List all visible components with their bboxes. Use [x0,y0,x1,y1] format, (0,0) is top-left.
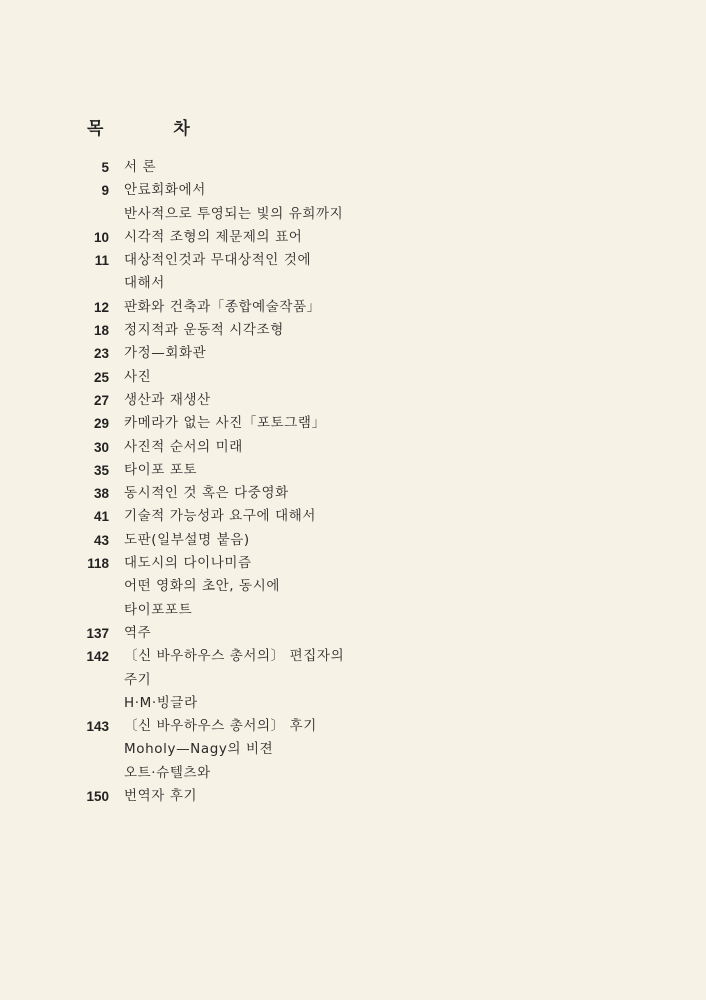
toc-page-number: 142 [86,649,109,665]
toc-page-number: 25 [93,369,109,385]
toc-entry-title: Moholy—Nagy의 비젼 [124,741,274,758]
toc-entry-title: 역주 [124,624,152,641]
toc-entry [80,203,640,226]
toc-page-number: 30 [93,439,109,455]
toc-entry [80,505,640,528]
toc-entry [80,738,640,761]
toc-entry [80,459,640,482]
toc-entry [80,412,640,435]
toc-page-number: 43 [93,532,109,548]
toc-entry [80,622,640,645]
toc-page-number: 5 [101,160,109,175]
toc-page-number: 23 [93,346,109,362]
toc-page-number [80,738,109,761]
toc-entry-title: 반사적으로 투영되는 빛의 유희까지 [124,205,344,222]
toc-page-number [80,203,109,226]
toc-page-number [80,692,109,715]
toc-entry [80,436,640,459]
toc-entry-title: 주기 [124,671,152,688]
toc-entry-title: 번역자 후기 [124,788,198,805]
table-of-contents [80,156,640,808]
toc-entry [80,785,640,808]
toc-entry-title: 어떤 영화의 초안, 동시에 [124,578,280,595]
toc-entry-title: 가정—회화관 [124,345,207,362]
toc-page-number: 27 [93,392,109,408]
toc-entry-title: 오트·슈텔츠와 [124,764,211,781]
toc-page-number [80,599,109,622]
toc-entry-title: 사진적 순서의 미래 [124,438,243,455]
toc-entry-title: 타이포포트 [124,601,193,618]
toc-page-number: 150 [86,789,109,805]
toc-entry [80,529,640,552]
toc-page-number: 143 [86,719,109,735]
toc-entry [80,575,640,598]
toc-entry-title: 대해서 [124,275,165,292]
toc-page-number: 29 [93,416,109,432]
toc-entry [80,669,640,692]
toc-page-number: 137 [86,625,109,641]
toc-page-number: 38 [93,486,109,502]
toc-entry-title: 대도시의 다이나미즘 [124,555,252,572]
toc-entry [80,762,640,785]
toc-entry [80,342,640,365]
toc-page-number [80,575,109,598]
toc-page-number [80,669,109,692]
toc-entry [80,296,640,319]
toc-entry-title: 생산과 재생산 [124,391,211,408]
toc-entry [80,552,640,575]
toc-page-number: 35 [93,462,109,478]
toc-page-number [80,762,109,785]
toc-entry-title: 카메라가 없는 사진「포토그램」 [124,415,326,432]
toc-entry [80,272,640,295]
toc-entry [80,692,640,715]
toc-entry [80,389,640,412]
toc-page-number [80,272,109,295]
toc-entry [80,645,640,668]
toc-entry-title: 정지적과 운동적 시각조형 [124,322,284,339]
toc-entry-title: 타이포 포토 [124,461,198,478]
toc-entry-title: 서 론 [124,159,157,175]
toc-entry-title: 〔신 바우하우스 총서의〕 편집자의 [124,648,345,665]
toc-page-number: 9 [101,183,109,199]
toc-entry-title: 기술적 가능성과 요구에 대해서 [124,508,317,525]
toc-entry-title: 판화와 건축과「종합예술작품」 [124,298,321,315]
toc-page-number: 10 [93,229,109,245]
toc-entry [80,482,640,505]
toc-page-number: 11 [94,253,109,269]
toc-entry-title: 도판(일부설명 붙음) [124,531,250,548]
toc-page-number: 12 [93,299,109,315]
page-title: 목 차 [87,119,222,139]
toc-entry-title: 안료회화에서 [124,182,206,199]
toc-entry-title: 대상적인것과 무대상적인 것에 [124,252,312,269]
toc-entry [80,249,640,272]
toc-entry [80,319,640,342]
toc-page-number: 41 [93,509,109,525]
toc-entry-title: H·M·빙글라 [124,694,198,711]
toc-entry-title: 〔신 바우하우스 총서의〕 후기 [124,718,317,735]
toc-entry [80,715,640,738]
toc-page-number: 118 [87,556,109,572]
toc-page-number: 18 [93,323,109,339]
toc-entry-title: 사진 [124,368,152,385]
toc-entry-title: 시각적 조형의 제문제의 표어 [124,228,303,245]
toc-entry [80,156,640,179]
toc-entry [80,179,640,202]
toc-entry [80,366,640,389]
toc-entry-title: 동시적인 것 혹은 다중영화 [124,485,289,502]
toc-entry [80,226,640,249]
toc-entry [80,599,640,622]
